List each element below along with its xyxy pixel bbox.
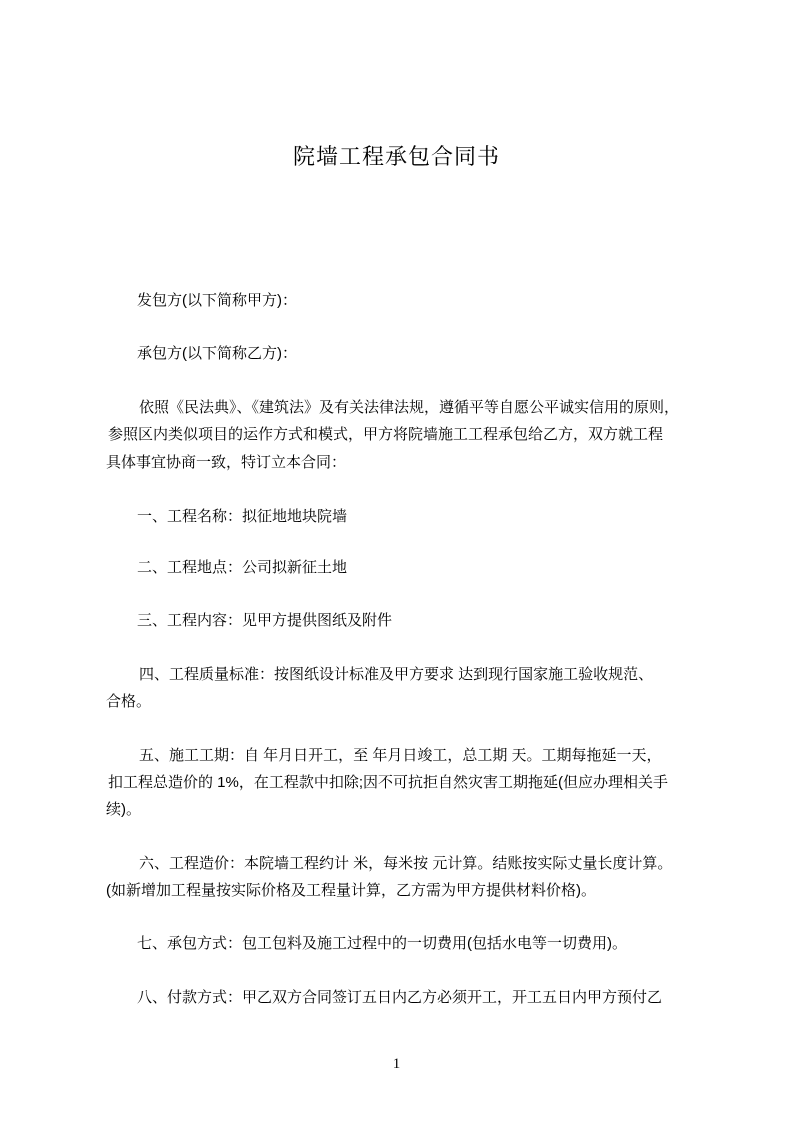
clause-4-line-1: 四、工程质量标准：按图纸设计标准及甲方要求 达到现行国家施工验收规范、 xyxy=(139,666,654,683)
clause-8-line-1: 八、付款方式：甲乙双方合同签订五日内乙方必须开工，开工五日内甲方预付乙 xyxy=(137,989,663,1006)
clause-5-line-2: 扣工程总造价的 1%，在工程款中扣除;因不可抗拒自然灾害工期拖延(但应办理相关手 xyxy=(108,774,669,791)
party-a-line: 发包方(以下简称甲方)： xyxy=(137,292,297,309)
preamble-line-2: 参照区内类似项目的运作方式和模式，甲方将院墙施工工程承包给乙方，双方就工程 xyxy=(108,426,664,443)
document-title: 院墙工程承包合同书 xyxy=(292,144,500,169)
clause-4-line-2: 合格。 xyxy=(106,693,152,710)
clause-3: 三、工程内容：见甲方提供图纸及附件 xyxy=(137,612,393,629)
clause-5-line-1: 五、施工工期：自 年月日开工，至 年月日竣工，总工期 天。工期每拖延一天， xyxy=(139,747,662,764)
party-b-line: 承包方(以下简称乙方)： xyxy=(137,345,297,362)
clause-7: 七、承包方式：包工包料及施工过程中的一切费用(包括水电等一切费用)。 xyxy=(137,935,627,952)
clause-1: 一、工程名称：拟征地地块院墙 xyxy=(137,508,348,525)
preamble-line-3: 具体事宜协商一致，特订立本合同： xyxy=(106,454,347,471)
clause-2: 二、工程地点：公司拟新征土地 xyxy=(137,559,348,576)
clause-5-line-3: 续)。 xyxy=(106,801,141,818)
preamble-line-1: 依照《民法典》、《建筑法》及有关法律法规，遵循平等自愿公平诚实信用的原则， xyxy=(139,399,680,416)
clause-6-line-1: 六、工程造价：本院墙工程约计 米，每米按 元计算。结账按实际丈量长度计算。 xyxy=(139,855,673,872)
clause-6-line-2: (如新增加工程量按实际价格及工程量计算，乙方需为甲方提供材料价格)。 xyxy=(106,882,596,899)
page-number: 1 xyxy=(392,1056,401,1072)
